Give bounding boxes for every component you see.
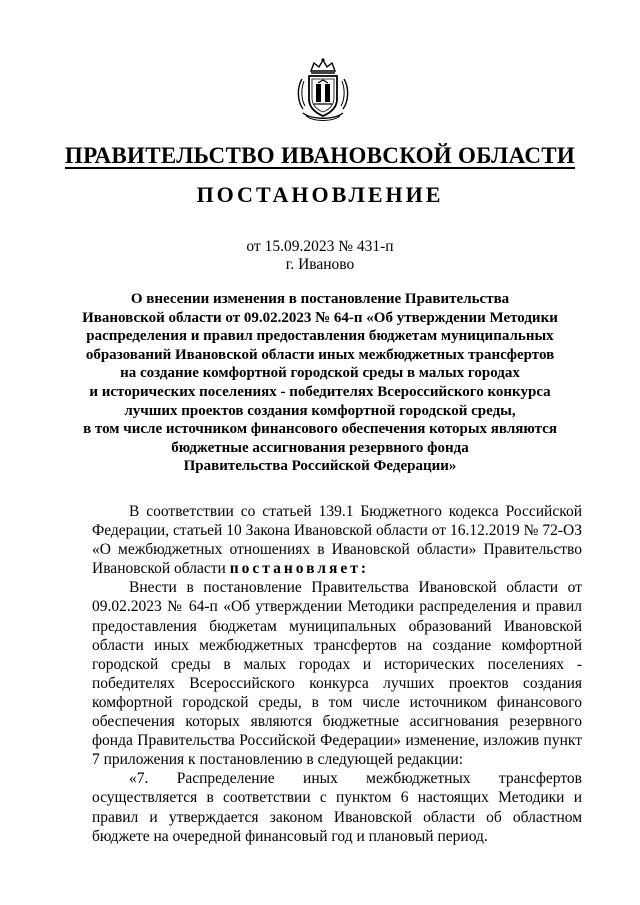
document-meta: [0, 238, 640, 274]
paragraph-preamble: [92, 502, 582, 578]
coat-of-arms-icon: [294, 57, 352, 123]
decree-word: постановляет:: [229, 560, 370, 578]
document-subject: [60, 290, 580, 476]
subject-line: О внесении изменения в постановление Правительства: [130, 291, 510, 307]
subject-line: образований Ивановской области иных межбюджетных трансфертов: [85, 346, 555, 363]
government-title: ПРАВИТЕЛЬСТВО ИВАНОВСКОЙ ОБЛАСТИ: [64, 143, 576, 168]
paragraph-new-clause: «7. Распределение иных межбюджетных трансфертов осуществляется в соответствии с пунктом 6 настоящих Методики и правил и утверждается законом Ивановской области об областном бюджете на очередной финансовый год и плановый период.: [92, 770, 582, 845]
subject-line: распределения и правил предоставления бюджетам муниципальных: [86, 328, 554, 345]
subject-line: Правительства Российской Федерации»: [183, 458, 457, 475]
subject-line: и исторических поселениях - победителях Всероссийского конкурса: [89, 383, 551, 400]
document-body: [92, 502, 582, 846]
subject-line: в том числе источником финансового обеспечения которых являются: [83, 421, 557, 438]
subject-line: лучших проектов создания комфортной городской среды,: [124, 402, 516, 419]
city: г. Иваново: [285, 256, 355, 273]
document-type: ПОСТАНОВЛЕНИЕ: [196, 182, 444, 207]
subject-line: Ивановской области от 09.02.2023 № 64-п «Об утверждении Методики: [82, 309, 558, 326]
preamble-text: В соответствии со статьей 139.1 Бюджетного кодекса Российской Федерации, статьей 10 Закона Ивановской области от 16.12.2019 № 72-ОЗ «О межбюджетных отношениях в Ивановской области» Правительство Ивановской области: [92, 503, 582, 578]
paragraph-amendment: Внести в постановление Правительства Ивановской области от 09.02.2023 № 64-п «Об утверждении Методики распределения и правил предоставления бюджетам муниципальных образований Ивановской области иных межбюджетных трансфертов на создание комфортной городской среды в малых городах и исторических поселениях - победителях Всероссийского конкурса лучших проектов создания комфортной городской среды, в том числе источником финансового обеспечения которых являются бюджетные ассигнования резервного фонда Правительства Российской Федерации» изменение, изложив пункт 7 приложения к постановлению в следующей редакции:: [92, 579, 582, 769]
date-number: от 15.09.2023 № 431-п: [246, 238, 394, 255]
subject-line: на создание комфортной городской среды в малых городах: [120, 365, 520, 382]
subject-line: бюджетные ассигнования резервного фонда: [171, 439, 469, 456]
